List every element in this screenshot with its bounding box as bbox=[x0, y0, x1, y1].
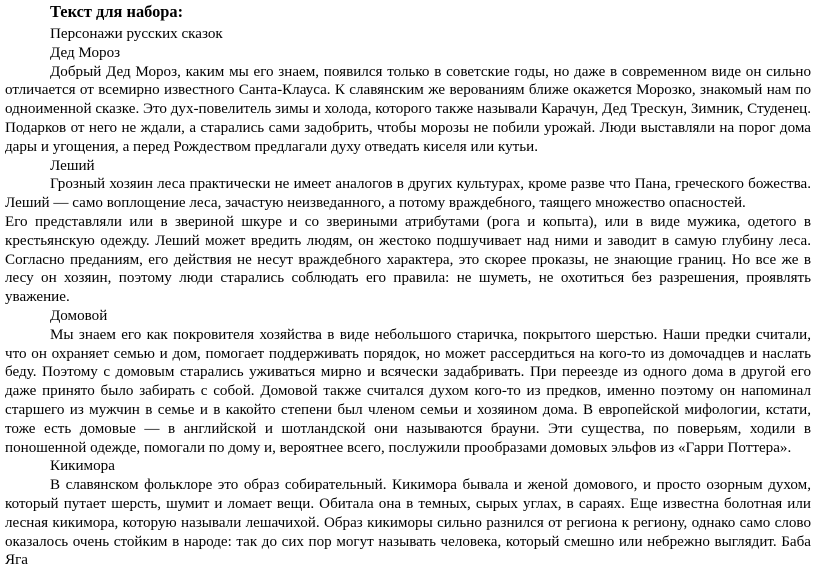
kikimora-title: Кикимора bbox=[50, 458, 115, 475]
leshiy-paragraph-2: Его представляли или в звериной шкуре и со звериными атрибутами (рога и копыта), или в виде мужика, одетого в крестьянскую одежду. Леший может вредить людям, он жестоко подшучивает над ними и заводит в самую глубину леса. Согласно преданиям, его действия не несут враждебного характера, это скорее проказы, не знающие границ. Но все же в лесу он хозяин, поэтому люди старались соблюдать его правила: не шуметь, не охотиться без разрешения, проявлять уважение. bbox=[5, 213, 811, 306]
intro-line: Персонажи русских сказок bbox=[50, 26, 223, 42]
leshiy-title: Леший bbox=[50, 157, 95, 174]
kikimora-paragraph: В славянском фольклоре это образ собирательный. Кикимора бывала и женой домового, и просто озорным духом, который путает шерсть, шумит и ломает вещи. Обитала она в темных, сырых углах, в сараях. Еще известна болотная или лесная кикимора, которую называли лешачихой. Образ кикиморы сильно разнился от региона к региону, однако само слово оказалось очень стойким в народе: так до сих пор могут называть человека, который смешно или небрежно выглядит. Баба Яга bbox=[5, 477, 811, 569]
ded-moroz-paragraph: Добрый Дед Мороз, каким мы его знаем, появился только в советские годы, но даже в современном виде он сильно отличается от всемирно известного Санта-Клауса. К славянским же верованиям ближе окажется Морозко, знакомый нам по одноименной сказке. Это дух-повелитель зимы и холода, которого также называли Карачун, Дед Трескун, Зимник, Студенец. Подарков от него не ждали, а старались сами задобрить, чтобы морозы не побили урожай. Люди выставляли на порог дома дары и угощения, а перед Рождеством предлагали духу отведать киселя или кутьи. bbox=[5, 63, 811, 155]
document-body bbox=[5, 25, 811, 570]
document-heading: Текст для набора: bbox=[50, 2, 184, 21]
domovoy-title: Домовой bbox=[50, 307, 108, 324]
domovoy-paragraph: Мы знаем его как покровителя хозяйства в виде небольшого старичка, покрытого шерстью. Наши предки считали, что он охраняет семью и дом, помогает поддерживать порядок, но может рассердиться на кого-то из домочадцев и наслать беду. Поэтому с домовым старались уживаться мирно и всячески задабривать. При переезде из одного дома в другой его даже принято было забирать с собой. Домовой также считался духом кого-то из предков, именно поэтому он напоминал старшего из мужчин в семье и в какойто степени был членом семьи и хозяином дома. В европейской мифологии, кстати, тоже есть домовые — в английской и шотландской они называются брауни. Эти существа, по поверьям, ходили в поношенной одежде, помогали по дому и, вероятнее всего, послужили прообразами домовых эльфов из «Гарри Поттера». bbox=[5, 326, 811, 456]
ded-moroz-title: Дед Мороз bbox=[50, 44, 121, 61]
leshiy-paragraph-1: Грозный хозяин леса практически не имеет аналогов в других культурах, кроме разве что Пана, греческого божества. Леший — само воплощение леса, зачастую неизведанного, а потому враждебного, таящего множество опасностей. bbox=[5, 176, 811, 212]
